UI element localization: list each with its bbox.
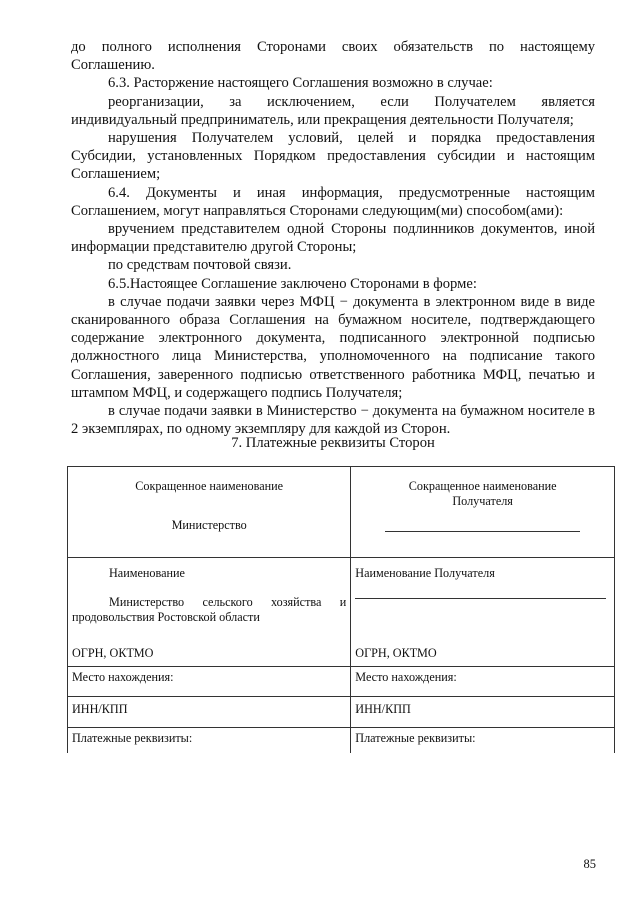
name-value: Министерство сельского хозяйства и продовольствия Ростовской области bbox=[72, 595, 347, 624]
paragraph: нарушения Получателем условий, целей и порядка предоставления Субсидии, установленных Порядком предоставления субсидии и настоящим Соглашением; bbox=[71, 130, 595, 183]
recipient-location-label: Место нахождения: bbox=[351, 667, 615, 697]
paragraph: 6.3. Расторжение настоящего Соглашения возможно в случае: bbox=[108, 75, 493, 92]
section-title: 7. Платежные реквизиты Сторон bbox=[231, 435, 435, 451]
recipient-ogrn-label: ОГРН, ОКТМО bbox=[355, 646, 437, 660]
name-label: Наименование bbox=[109, 566, 185, 580]
paragraph: вручением представителем одной Стороны подлинников документов, иной информации представителю другой Стороны; bbox=[71, 221, 595, 256]
body-text bbox=[71, 38, 595, 438]
payment-details-table bbox=[67, 466, 615, 753]
table-row bbox=[68, 728, 615, 754]
fill-line bbox=[385, 531, 580, 532]
table-row bbox=[68, 667, 615, 697]
recipient-short-name-label: Сокращенное наименование Получателя bbox=[408, 479, 557, 508]
table-row bbox=[68, 558, 615, 667]
table-cell bbox=[68, 558, 351, 667]
table-cell bbox=[351, 467, 615, 558]
paragraph: 6.4. Документы и иная информация, предусмотренные настоящим Соглашением, могут направляться Сторонами следующим(ми) способом(ами): bbox=[71, 184, 595, 219]
short-name-value: Министерство bbox=[171, 518, 247, 532]
table-cell bbox=[351, 558, 615, 667]
paragraph: по средствам почтовой связи. bbox=[108, 257, 292, 274]
paragraph: 6.5.Настоящее Соглашение заключено Сторонами в форме: bbox=[108, 275, 477, 292]
location-label: Место нахождения: bbox=[68, 667, 351, 697]
inn-label: ИНН/КПП bbox=[68, 697, 351, 728]
page-number: 85 bbox=[583, 857, 596, 871]
recipient-inn-label: ИНН/КПП bbox=[351, 697, 615, 728]
paragraph: до полного исполнения Сторонами своих обязательств по настоящему Соглашению. bbox=[71, 39, 595, 74]
table-cell bbox=[68, 467, 351, 558]
table-row bbox=[68, 697, 615, 728]
recipient-payment-label: Платежные реквизиты: bbox=[351, 728, 615, 754]
paragraph: в случае подачи заявки в Министерство − документа на бумажном носителе в 2 экземплярах, по одному экземпляру для каждой из Сторон. bbox=[71, 403, 595, 438]
table-row bbox=[68, 467, 615, 558]
short-name-label: Сокращенное наименование bbox=[135, 479, 284, 493]
payment-label: Платежные реквизиты: bbox=[68, 728, 351, 754]
paragraph: реорганизации, за исключением, если Получателем является индивидуальный предприниматель, или прекращения деятельности Получателя; bbox=[71, 93, 595, 128]
fill-line bbox=[355, 598, 606, 599]
recipient-name-label: Наименование Получателя bbox=[355, 566, 495, 580]
ogrn-label: ОГРН, ОКТМО bbox=[72, 646, 154, 660]
paragraph: в случае подачи заявки через МФЦ − документа в электронном виде в виде сканированного образа Соглашения на бумажном носителе, подтверждающего содержание электронного документа, подписанного электронной подписью должностного лица Министерства, уполномоченного на подписание такого Соглашения, заверенного подписью ответственного работника МФЦ, печатью и штампом МФЦ, и содержащего подпись Получателя; bbox=[71, 293, 595, 401]
